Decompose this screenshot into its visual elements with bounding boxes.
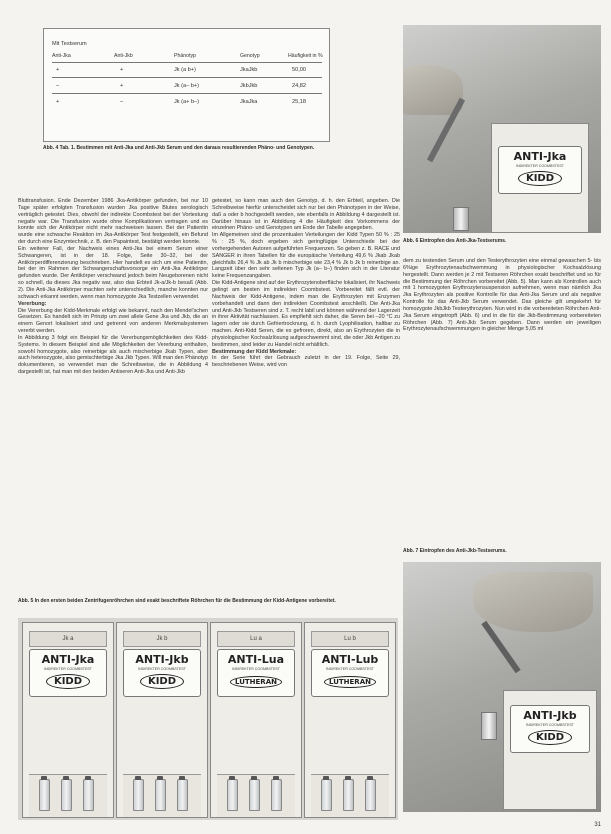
- kit-label: [29, 649, 107, 697]
- kit-title: ANTI-Lub: [321, 653, 379, 666]
- paragraph: In der Serie führt der Gebrauch zuletzt in der 19. Folge, Seite 29, beschriebenen Weise, wird von: [212, 355, 400, 369]
- table-cell: –: [56, 83, 60, 89]
- table-cell: Jk (a+ b–): [174, 99, 200, 105]
- table-cell: Jk (a– b+): [174, 83, 200, 89]
- kit-name: LUTHERAN: [324, 676, 376, 688]
- reagent-kit: [304, 622, 396, 818]
- kit-base: [123, 774, 201, 817]
- reagent-kit: [491, 123, 589, 233]
- photo-abb6: [403, 25, 601, 233]
- table-header: Anti-Jkb: [114, 53, 133, 59]
- caption-abb6: Abb. 6 Eintropfen des Anti-Jka-Testserums.: [403, 238, 507, 244]
- vial-shape: [453, 207, 469, 231]
- tube-caps: Lu a: [217, 631, 295, 647]
- tube-caps: Jk a: [29, 631, 107, 647]
- paragraph: Die Kidd-Antigene sind auf der Erythrozytenoberfläche lokalisiert, ihr Nachweis gelingt am besten im indirekten Coombstest. Vorbereitet fällt evtl. der Nachweis der Kidd-Antigene, indem man die Erythrozyten mit Enzymen vorbehandelt und dann den indirekten Coombstest anschließt. Die Anti-Jka und Anti-Jkb Testseren sind z. T. recht labil und können während der Lagerzeit in ihrer Aktivität nachlassen. Es empfiehlt sich daher, die Seren bei –20 °C zu lagern oder sie durch Gefriertrocknung, d. h. durch Lyophilisation, haltbar zu machen. Anti-Kidd Seren, die es gefroren, direkt, also an Erythrozyten die in physiologischer Kochsalzlösung aufgeschwemmt sind, die oder Jkb Antigen zu bestimmen, sind leider zu Handel nicht erhältlich.: [212, 280, 400, 348]
- kit-subtitle: INDIREKTER COOMBSTEST: [526, 723, 574, 727]
- text-column-3: [403, 258, 601, 523]
- page-number: 31: [594, 822, 601, 828]
- table-cell: 24,82: [292, 83, 306, 89]
- kit-subtitle: INDIREKTER COOMBSTEST: [232, 667, 280, 671]
- section-heading: Bestimmung der Kidd Merkmale:: [212, 348, 297, 355]
- kit-title: ANTI-Jka: [41, 653, 95, 666]
- kit-label: [510, 705, 590, 753]
- photo-abb7: [403, 562, 601, 812]
- kit-title: ANTI-Jka: [513, 150, 567, 163]
- caption-abb7: Abb. 7 Eintropfen des Anti-Jkb-Testserums.: [403, 548, 507, 554]
- table-header: Häufigkeit in %: [288, 53, 323, 59]
- kit-title: ANTI-Lua: [227, 653, 285, 666]
- table-cell: JkaJka: [240, 99, 258, 105]
- table-cell: JkbJkb: [240, 83, 258, 89]
- kit-label: [123, 649, 201, 697]
- table-caption: Abb. 4 Tab. 1. Bestimmen mit Anti-Jka und Anti-Jkb Serum und den daraus resultierenden Phäno- und Genotypen.: [43, 145, 315, 151]
- table-cell: +: [120, 67, 124, 73]
- paragraph: dem zu testenden Serum und den Testerythrozyten eine einmal gewaschen 5- bis 6%ige Erythrozytenaufschwemmung in physiologischer Kochsalzlösung hergestellt. Dann werden je 2 mit Testseren Röhrchen exakt beschriftet und so für die Bestimmung der Röhrchen vorbereitet (Abb. 5). Man kann als Kontrollen auch mit 1 homozygoten Erythrozytensuspension aufnehmen, wenn man nämlich Jka Jka Erythrozyten als positive Kontrolle für das Anti-Jka Serum und als negative Kontrolle für das Anti-Jkb Serum verwendet. Das gleiche gilt umgekehrt für homozygote JkbJkb Testerythrozyten. Nun wird in die vorbereiteten Röhrchen Anti-Jka Serum eingetropft (Abb. 6) und in die für die Jkb-Bestimmung vorbereiteten Röhrchen (Abb. 7) Anti-Jkb Serum gegeben. Dann werden ein jeweiligen Erythrozytenaufschwemmungen in gleicher Menge 5,05 ml: [403, 258, 601, 333]
- table-cell: 50,00: [292, 67, 306, 73]
- kit-base: [217, 774, 295, 817]
- tube-caps: Jk b: [123, 631, 201, 647]
- paragraph: Im Allgemeinen sind die prozentualen Verteilungen der Kidd Typen 50 % : 25 % : 25 %, doch ergeben sich geringfügige Unterschiede bei der vorhergehenden Autoren aufgeführten Frequenzen. So geben z. B. RACE und SANGER in ihren Tabellen für die europäische Verteilung 49,6 % Jkab Jkab gleichfalls 26,4 % Jk ab Jk b mischerbige wie 23,4 % Jk b Jk b reinerbige an. Langzeit über den sehr seltenen Typ Jk (a– b–) finden sich in der Literatur keine Frequenzangaben.: [212, 232, 400, 280]
- table-cell: Jk (a b+): [174, 67, 196, 73]
- paragraph: In Abbildung 3 folgt ein Beispiel für die Vererbungsmöglichkeiten des Kidd-Systems. In diesem Beispiel sind alle Möglichkeiten der Vererbung enthalten, sowohl homozygote, also reinerbige als auch mischerbige Jkab Typen, aber auch heterozygote, also gemischterbige Jka Jkb Typen. Will man den Phänotyp dokumentieren, so verwendet man die Schreibweise, die in Abbildung 4 dargestellt ist, hat man mit den beiden Antiseren Anti-Jka und Anti-Jkb: [18, 334, 208, 376]
- text-column-1: [18, 198, 208, 593]
- kit-name: LUTHERAN: [230, 676, 282, 688]
- paragraph: Die Vererbung der Kidd-Merkmale erfolgt wie bekannt, nach den Mendel'schen Gesetzen. Es handelt sich im Prinzip um zwei allele Gene Jka und Jkb, die an einem Genort lokalisiert sind und getrennt von anderen Merkmalsystemen vererbt werden.: [18, 307, 208, 335]
- kit-title: ANTI-Jkb: [523, 709, 577, 722]
- kit-subtitle: INDIREKTER COOMBSTEST: [516, 164, 564, 168]
- kit-subtitle: INDIREKTER COOMBSTEST: [44, 667, 92, 671]
- table-title: Mit Testserum: [52, 41, 87, 47]
- vial-shape: [481, 712, 497, 740]
- kit-label: [498, 146, 582, 194]
- kit-subtitle: INDIREKTER COOMBSTEST: [326, 667, 374, 671]
- kit-label: [217, 649, 295, 697]
- text-column-2: [212, 198, 400, 593]
- reagent-kit: [210, 622, 302, 818]
- table-header: Anti-Jka: [52, 53, 71, 59]
- kit-name: KIDD: [140, 674, 184, 689]
- reagent-kit: [116, 622, 208, 818]
- paragraph: Ein weiterer Fall, der Nachweis eines Anti-Jka bei einem Serum einer Schwangeren, ist in der 18. Folge, Seite 30–32, bei der Antikörperdifferenzierung beschrieben. Hier handelt es sich um eine Patientin, bei der im Rahmen der Schwangerschaftsvorsorge ein Anti-Jka Antikörper gefunden wurde. Der Antikörper verschwand jedoch beim Neugeborenen nicht so schnell, da dieses Jka negativ war, also das Erbteil Jk-a/Jk-b besaß (Abb. 2). Die Anti-Jka Antikörper machten sehr unterschiedlich, manche konnten nur schwach erkannt werden, wenn man homozygote Jka Testzellen verwendet.: [18, 245, 208, 300]
- table-header: Phänotyp: [174, 53, 196, 59]
- table-cell: –: [120, 99, 124, 105]
- table-header: Genotyp: [240, 53, 260, 59]
- phenotype-table: [43, 28, 330, 142]
- kit-base: [311, 774, 389, 817]
- table-cell: +: [120, 83, 124, 89]
- kit-title: ANTI-Jkb: [135, 653, 189, 666]
- hand-shape: [473, 572, 593, 632]
- photo-abb5: [18, 618, 398, 820]
- paragraph: getestet, so kann man auch den Genotyp, d. h. den Erbteil, angeben. Die Schreibweise hierfür unterscheidet sich nur bei den Phänotypen in der Weise, daß a oder b hochgestellt werden, wie ebenfalls in Abbildung 4 dargestellt ist. Darüber hinaus ist in Abbildung 4 die Häufigkeit des Vorkommens der einzelnen Phäno- und Genotypen am Ende der Tabelle angegeben.: [212, 198, 400, 232]
- table-cell: +: [56, 99, 60, 105]
- reagent-kit: [22, 622, 114, 818]
- kit-name: KIDD: [528, 730, 572, 745]
- paragraph: Bluttransfusion. Ende Dezember 1986 Jka-Antikörper gefunden, bei nur 10 Tage später erfolgten Transfusion wurden Jka positive Blutes serologisch verträglich getestet. Dies, obwohl der indirekte Coombstest bei der Vortestung negativ war. Die Transfusion wurde ohne Komplikationen vertragen und es konnte sich der Antikörper nicht mehr nachweisen lassen. Bei der Patientin wurde eine schwache Reaktion im Jka-Antikörper Test festgestellt, ein Befund der durch eine Enzymtechnik, z. B. den Papaintest, bestätigt werden konnte.: [18, 198, 208, 246]
- table-cell: +: [56, 67, 60, 73]
- reagent-kit: [503, 690, 597, 810]
- section-heading: Vererbung:: [18, 300, 47, 307]
- kit-subtitle: INDIREKTER COOMBSTEST: [138, 667, 186, 671]
- table-cell: 25,18: [292, 99, 306, 105]
- kit-name: KIDD: [518, 171, 562, 186]
- kit-label: [311, 649, 389, 697]
- kit-name: KIDD: [46, 674, 90, 689]
- table-cell: JkaJkb: [240, 67, 258, 73]
- tube-caps: Lu b: [311, 631, 389, 647]
- caption-abb5: Abb. 5 In den ersten beiden Zentrifugenröhrchen sind exakt beschriftete Röhrchen für die Bestimmung der Kidd-Antigene vorbereitet.: [18, 598, 336, 604]
- kit-base: [29, 774, 107, 817]
